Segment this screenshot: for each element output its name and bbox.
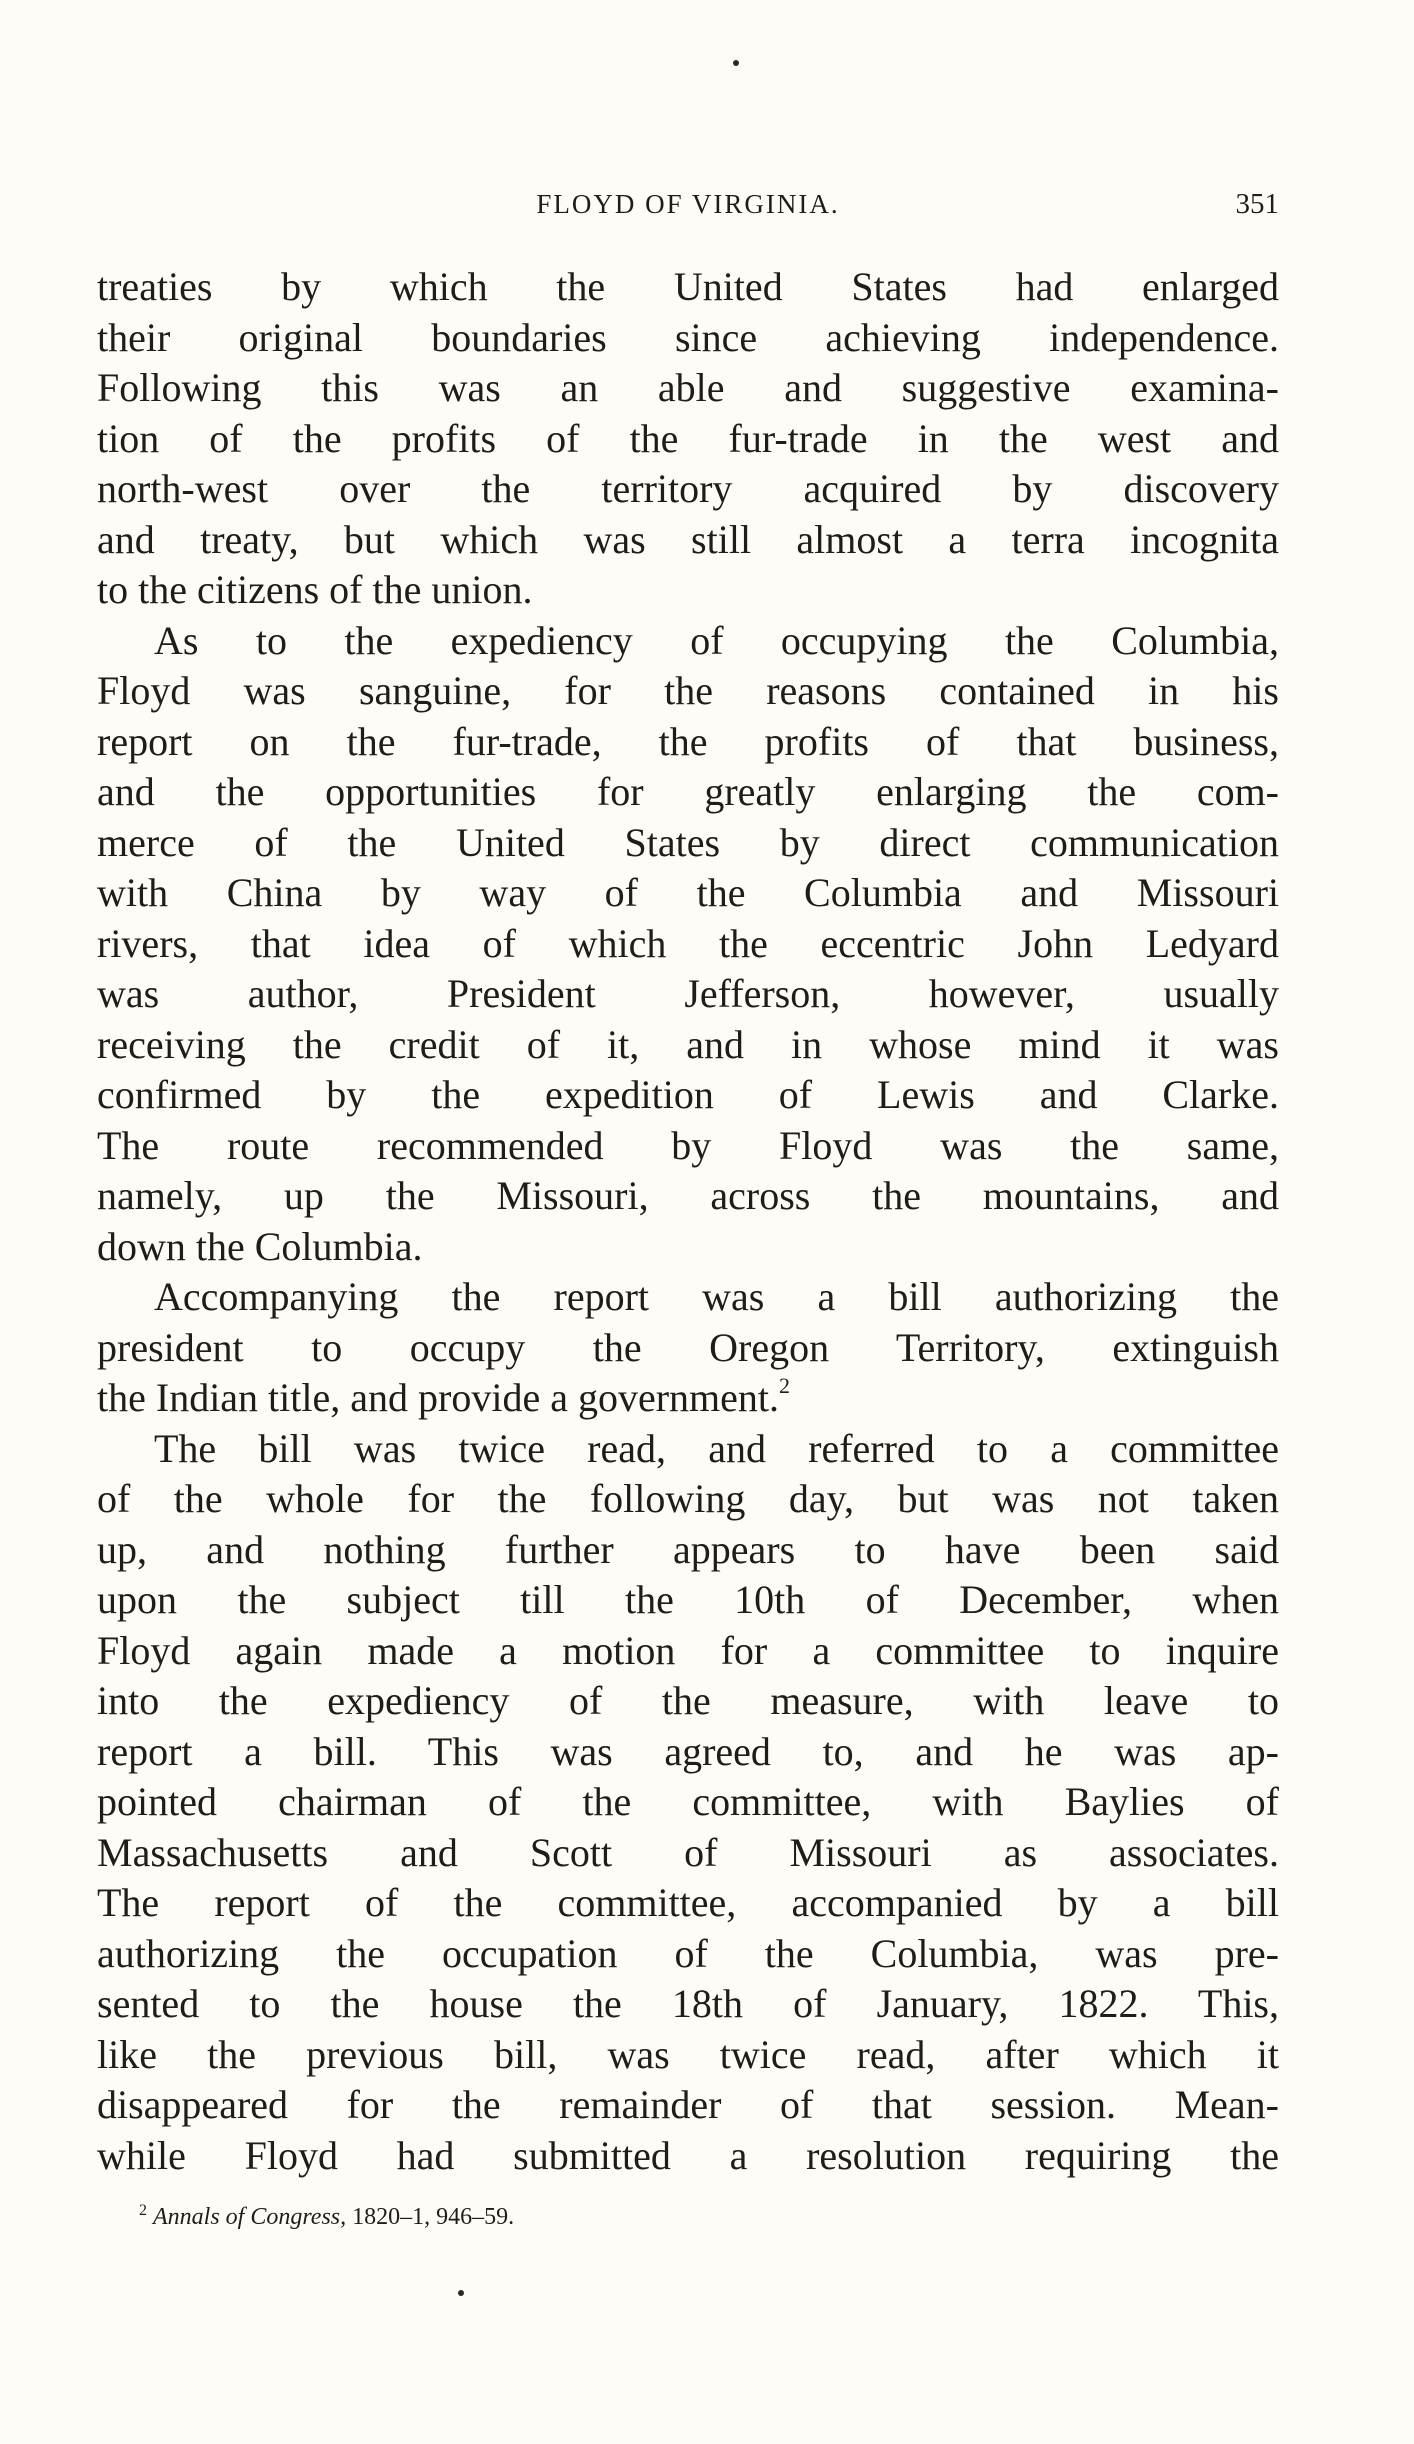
text-line: their original boundaries since achieving independence. (97, 314, 1279, 360)
text-line: pointed chairman of the committee, with Baylies of (97, 1779, 1279, 1824)
page-number: 351 (1235, 188, 1279, 220)
text-line: like the previous bill, was twice read, after which it (97, 2031, 1279, 2077)
text-line: Massachusetts and Scott of Missouri as associates. (97, 1829, 1279, 1875)
text-line: and the opportunities for greatly enlarging the com- (97, 769, 1279, 814)
text-line: to the citizens of the union. (97, 567, 533, 612)
print-speck (458, 2290, 464, 2296)
footnote-source: Annals of Congress, (153, 2204, 347, 2230)
text-line: namely, up the Missouri, across the mountains, and (97, 1173, 1279, 1218)
text-line: As to the expediency of occupying the Columbia, (154, 617, 1279, 663)
print-speck (733, 60, 739, 66)
text-line: Floyd was sanguine, for the reasons contained in his (97, 668, 1279, 713)
text-line: report on the fur-trade, the profits of that business, (97, 718, 1279, 764)
text-line: was author, President Jefferson, however, usually (97, 971, 1279, 1016)
text-line: of the whole for the following day, but was not taken (97, 1476, 1279, 1521)
text-line: sented to the house the 18th of January, 1822. This, (97, 1981, 1279, 2026)
body-text (97, 262, 1279, 2181)
text-line: report a bill. This was agreed to, and he was ap- (97, 1728, 1279, 1774)
text-line: treaties by which the United States had enlarged (97, 264, 1279, 309)
text-line: authorizing the occupation of the Columbia, was pre- (97, 1930, 1279, 1976)
running-head (97, 184, 1279, 224)
text-line: north-west over the territory acquired by discovery (97, 466, 1279, 511)
footnote-mark: 2 (139, 2202, 147, 2219)
text-line: disappeared for the remainder of that session. Mean- (97, 2082, 1279, 2127)
text-line: into the expediency of the measure, with leave to (97, 1678, 1279, 1723)
running-title: FLOYD OF VIRGINIA. (536, 189, 840, 219)
footnote-citation: 1820–1, 946–59. (352, 2204, 515, 2230)
text-line: Floyd again made a motion for a committee to inquire (97, 1627, 1279, 1673)
text-line: down the Columbia. (97, 1223, 423, 1269)
text-line: Accompanying the report was a bill authorizing the (154, 1274, 1279, 1319)
text-line: while Floyd had submitted a resolution requiring the (97, 2132, 1279, 2178)
text-line: with China by way of the Columbia and Missouri (97, 870, 1279, 915)
text-line: tion of the profits of the fur-trade in the west and (97, 415, 1279, 461)
text-line: The bill was twice read, and referred to a committee (154, 1425, 1279, 1471)
text-line-content: the Indian title, and provide a government. (97, 1375, 780, 1420)
text-line: up, and nothing further appears to have been said (97, 1526, 1279, 1572)
text-line (97, 1373, 1279, 1424)
footnote (139, 2194, 514, 2234)
text-line: upon the subject till the 10th of December, when (97, 1577, 1279, 1622)
text-line: and treaty, but which was still almost a terra incognita (97, 516, 1279, 562)
text-line: Following this was an able and suggestive examina- (97, 365, 1279, 410)
text-line: confirmed by the expedition of Lewis and Clarke. (97, 1072, 1279, 1117)
text-line: merce of the United States by direct communication (97, 819, 1279, 865)
footnote-reference: 2 (779, 1373, 791, 1398)
text-line: receiving the credit of it, and in whose mind it was (97, 1021, 1279, 1067)
text-line: rivers, that idea of which the eccentric John Ledyard (97, 920, 1279, 966)
text-line: president to occupy the Oregon Territory, extinguish (97, 1324, 1279, 1370)
text-line: The report of the committee, accompanied by a bill (97, 1880, 1279, 1925)
text-line: The route recommended by Floyd was the same, (97, 1122, 1279, 1168)
